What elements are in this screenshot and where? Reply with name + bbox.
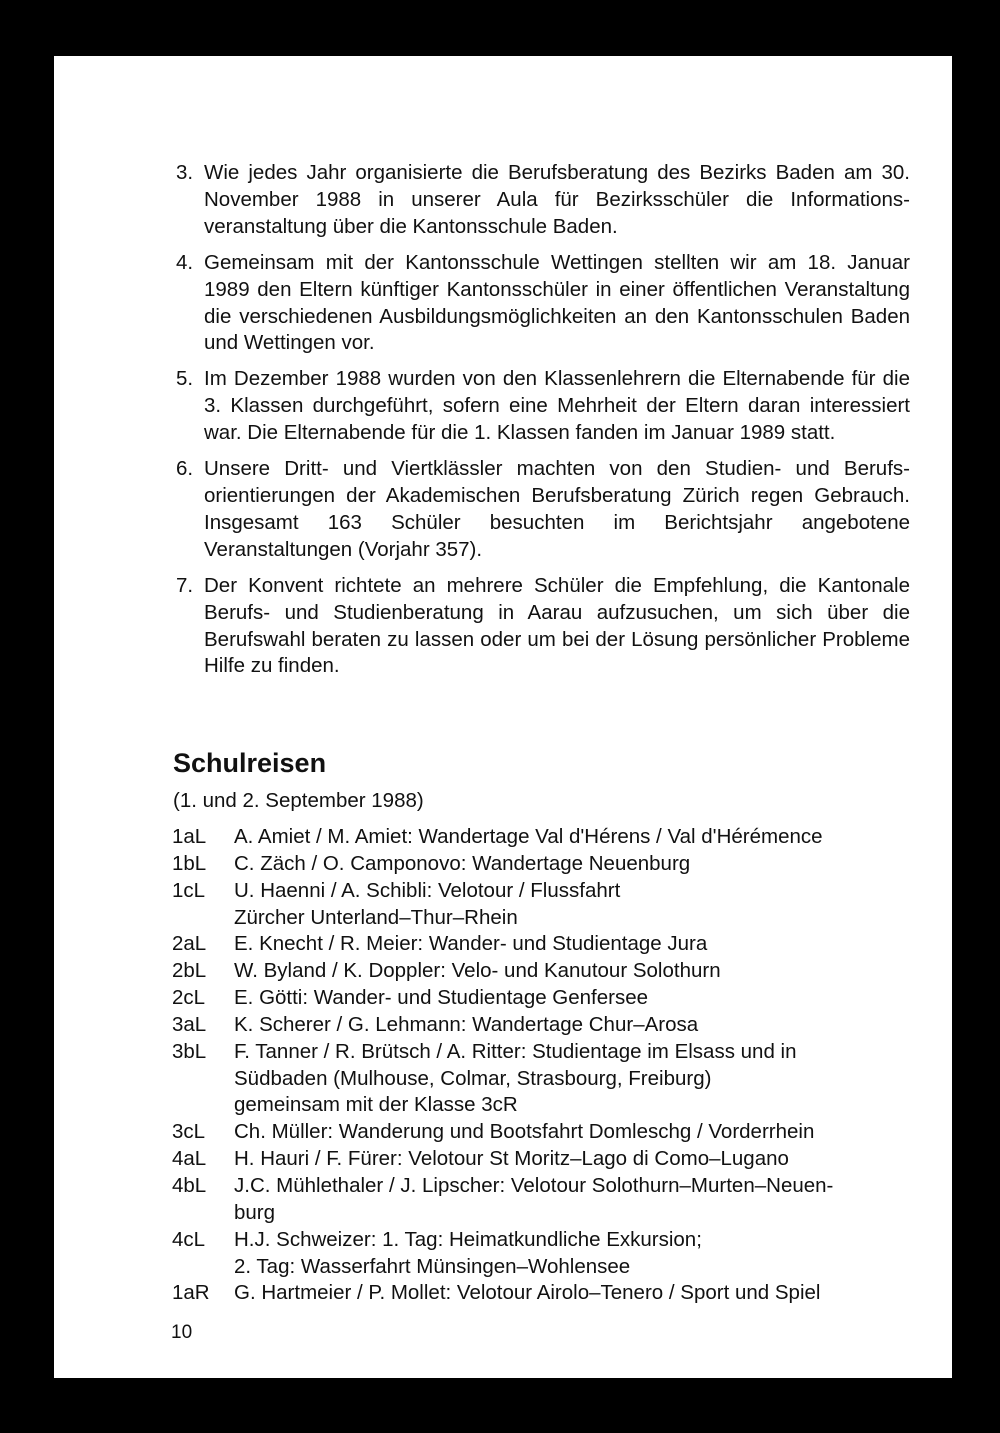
item-text: Der Konvent richtete an mehrere Schüler die Empfehlung, die Kantonale Berufs- und Studienberatung in Aarau aufzusuchen, um sich über die Berufswahl beraten zu lassen oder um bei der Lösung persönlicher Probleme Hilfe zu finden. — [204, 573, 910, 678]
trip-line: E. Götti: Wander- und Studientage Genfersee — [234, 986, 649, 1010]
trip-row — [172, 878, 912, 932]
numbered-list — [176, 160, 910, 689]
trip-line: W. Byland / K. Doppler: Velo- und Kanutour Solothurn — [234, 959, 721, 983]
trip-row — [172, 851, 912, 878]
item-text: Wie jedes Jahr organisierte die Berufsberatung des Bezirks Baden am 30. November 1988 in unserer Aula für Bezirksschüler die Informationsveranstaltung über die Kantonsschule Baden. — [204, 161, 910, 238]
section-heading: Schulreisen — [173, 748, 327, 778]
trip-line: Südbaden (Mulhouse, Colmar, Strasbourg, Freiburg) — [234, 1066, 712, 1090]
item-text: Im Dezember 1988 wurden von den Klassenlehrern die Elternabende für die 3. Klassen durchgeführt, sofern eine Mehrheit der Eltern daran interessiert war. Die Elternabende für die 1. Klassen fanden im Januar 1989 statt. — [204, 367, 910, 445]
item-number: 5. — [176, 367, 194, 391]
class-code: 2bL — [172, 959, 207, 983]
class-code: 1aR — [172, 1281, 210, 1305]
trip-line: 2. Tag: Wasserfahrt Münsingen–Wohlensee — [234, 1254, 631, 1278]
class-code: 2cL — [172, 986, 206, 1010]
trip-description — [234, 1227, 912, 1281]
trip-row — [172, 985, 912, 1012]
trip-description — [234, 958, 912, 985]
trip-line: A. Amiet / M. Amiet: Wandertage Val d'Hérens / Val d'Hérémence — [234, 825, 823, 848]
trip-description — [234, 931, 912, 958]
trip-description — [234, 1012, 912, 1039]
list-item — [176, 250, 910, 358]
trip-description — [234, 878, 912, 932]
trip-description — [234, 1119, 912, 1146]
item-number: 7. — [176, 573, 194, 597]
trip-description — [234, 824, 912, 851]
trip-row — [172, 1227, 912, 1281]
trip-line: E. Knecht / R. Meier: Wander- und Studientage Jura — [234, 932, 708, 956]
trip-line: gemeinsam mit der Klasse 3cR — [234, 1093, 518, 1117]
trip-description — [234, 985, 912, 1012]
school-trips-list — [172, 824, 912, 1307]
class-code: 4cL — [172, 1227, 206, 1251]
document-page — [54, 56, 952, 1378]
trip-line: Zürcher Unterland–Thur–Rhein — [234, 905, 518, 929]
trip-row — [172, 1146, 912, 1173]
page-number: 10 — [171, 1322, 193, 1343]
list-item — [176, 573, 910, 681]
item-number: 6. — [176, 457, 194, 481]
class-code: 3aL — [172, 1012, 207, 1036]
trip-description — [234, 851, 912, 878]
trip-line: Ch. Müller: Wanderung und Bootsfahrt Domleschg / Vorderrhein — [234, 1120, 815, 1144]
trip-line: U. Haenni / A. Schibli: Velotour / Flussfahrt — [234, 878, 621, 902]
trip-line: C. Zäch / O. Camponovo: Wandertage Neuenburg — [234, 851, 691, 875]
trip-line: burg — [234, 1200, 276, 1224]
class-code: 1cL — [172, 878, 206, 902]
trip-line: H.J. Schweizer: 1. Tag: Heimatkundliche Exkursion; — [234, 1227, 702, 1251]
list-item — [176, 160, 910, 241]
list-item — [176, 366, 910, 447]
trip-row — [172, 931, 912, 958]
section-subtitle: (1. und 2. September 1988) — [173, 789, 424, 812]
trip-description — [234, 1146, 912, 1173]
class-code: 2aL — [172, 932, 207, 956]
trip-line: K. Scherer / G. Lehmann: Wandertage Chur–Arosa — [234, 1012, 699, 1036]
item-number: 3. — [176, 161, 194, 184]
trip-row — [172, 824, 912, 851]
trip-line: G. Hartmeier / P. Mollet: Velotour Airolo–Tenero / Sport und Spiel — [234, 1281, 821, 1305]
class-code: 1bL — [172, 851, 207, 875]
trip-row — [172, 1280, 912, 1307]
trip-row — [172, 1173, 912, 1227]
item-text: Gemeinsam mit der Kantonsschule Wettingen stellten wir am 18. Januar 1989 den Eltern künftiger Kantonsschüler in einer öffentlichen Veranstaltung die verschiedenen Ausbildungsmöglichkeiten an den Kantonsschulen Baden und Wettingen vor. — [204, 250, 910, 355]
trip-line: J.C. Mühlethaler / J. Lipscher: Velotour Solothurn–Murten–Neuen- — [234, 1173, 834, 1197]
class-code: 4bL — [172, 1173, 207, 1197]
trip-description — [234, 1173, 912, 1227]
trip-row — [172, 1119, 912, 1146]
item-number: 4. — [176, 250, 194, 274]
trip-row — [172, 958, 912, 985]
trip-line: F. Tanner / R. Brütsch / A. Ritter: Studientage im Elsass und in — [234, 1039, 797, 1063]
trip-description — [234, 1039, 912, 1120]
trip-row — [172, 1012, 912, 1039]
trip-row — [172, 1039, 912, 1120]
class-code: 1aL — [172, 825, 207, 848]
item-text: Unsere Dritt- und Viertklässler machten von den Studien- und Berufsorientierungen der Akademischen Berufsberatung Zürich regen Gebrauch. Insgesamt 163 Schüler besuchten im Berichtsjahr angebotene Veranstaltungen (Vorjahr 357). — [204, 457, 910, 561]
trip-description — [234, 1280, 912, 1307]
class-code: 3bL — [172, 1039, 207, 1063]
trip-line: H. Hauri / F. Fürer: Velotour St Moritz–Lago di Como–Lugano — [234, 1147, 789, 1171]
class-code: 4aL — [172, 1147, 207, 1171]
class-code: 3cL — [172, 1120, 206, 1144]
list-item — [176, 456, 910, 564]
